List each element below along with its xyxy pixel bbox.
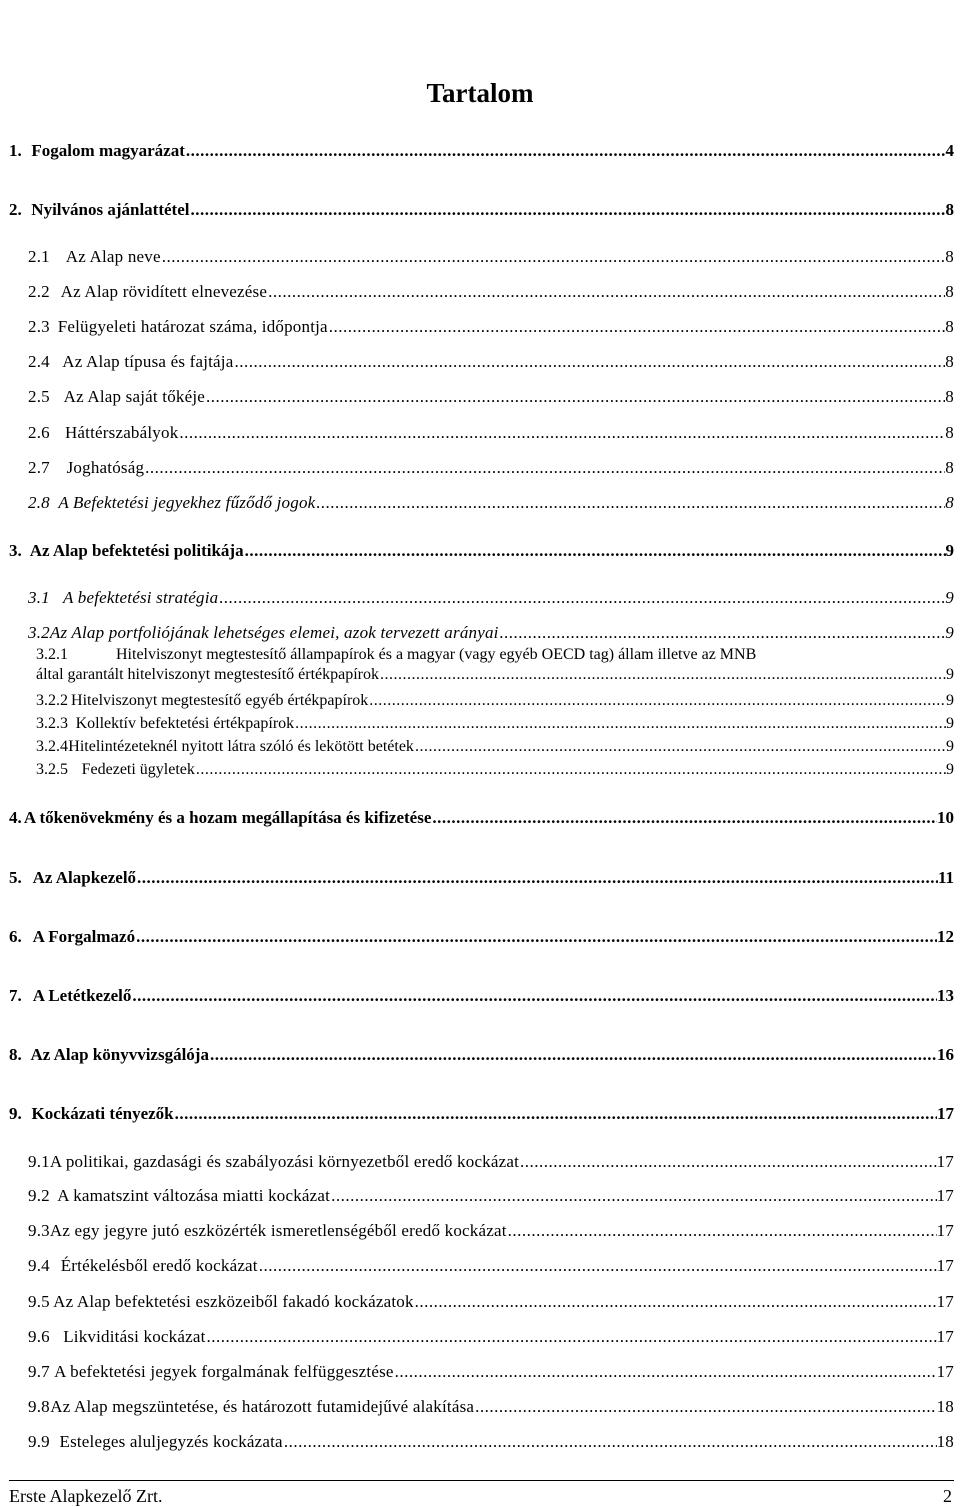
- dot-leader: [499, 623, 946, 643]
- dot-leader: [474, 1397, 936, 1417]
- toc-entry-2-1[interactable]: 2.1 Az Alap neve ..... 8: [28, 247, 954, 267]
- toc-entry-2-3[interactable]: 2.3 Felügyeleti határozat száma, időpontja ..... 8: [28, 317, 954, 337]
- page-number: 17: [936, 1186, 954, 1205]
- dot-leader: [205, 387, 945, 407]
- toc-entry-3-1[interactable]: 3.1 A befektetési stratégia ..... 9: [28, 588, 954, 608]
- dot-leader: [206, 1327, 937, 1347]
- toc-entry-4[interactable]: 4. A tőkenövekmény és a hozam megállapítása és kifizetése ..... 10: [9, 808, 954, 828]
- dot-leader: [195, 761, 946, 779]
- page-number: 9: [945, 588, 954, 607]
- page-number: 10: [937, 808, 954, 827]
- toc-entry-3-2-2[interactable]: 3.2.2 Hitelviszonyt megtestesítő egyéb értékpapírok ..... 9: [36, 692, 954, 710]
- page-number: 18: [936, 1432, 954, 1451]
- dot-leader: [394, 1362, 937, 1382]
- page-number: 17: [936, 1256, 954, 1275]
- dot-leader: [144, 458, 945, 478]
- toc-entry-3-2-5[interactable]: 3.2.5 Fedezeti ügyletek ..... 9: [36, 761, 954, 779]
- page-number: 9: [946, 761, 954, 778]
- toc-entry-3-2-1[interactable]: 3.2.1 Hitelviszonyt megtestesítő állampapírok és a magyar (vagy egyéb OECD tag) állam illetve az MNB által garantált hitelviszonyt megtestesítő értékpapírok ..... 9: [36, 646, 954, 684]
- page-number: 17: [936, 1292, 954, 1311]
- toc-entry-5[interactable]: 5. Az Alapkezelő ..... 11: [9, 868, 954, 888]
- page-title: Tartalom: [426, 78, 534, 108]
- footer-company: Erste Alapkezelő Zrt.: [9, 1486, 163, 1506]
- toc-entry-2-8[interactable]: 2.8 A Befektetési jegyekhez fűződő jogok ..... 8: [28, 493, 954, 513]
- page-number: 9: [945, 623, 954, 642]
- toc-entry-2-5[interactable]: 2.5 Az Alap saját tőkéje ..... 8: [28, 387, 954, 407]
- dot-leader: [414, 738, 946, 756]
- dot-leader: [507, 1221, 937, 1241]
- page-number: 8: [945, 247, 954, 266]
- page-number: 17: [936, 1152, 954, 1171]
- dot-leader: [244, 541, 946, 561]
- page-number: 17: [936, 1221, 954, 1240]
- dot-leader: [135, 927, 937, 947]
- footer-divider: [9, 1480, 954, 1481]
- dot-leader: [379, 666, 946, 684]
- page-number: 12: [937, 927, 954, 946]
- dot-leader: [328, 317, 946, 337]
- toc-entry-9-4[interactable]: 9.4 Értékelésből eredő kockázat ..... 17: [28, 1256, 954, 1276]
- toc-entry-2-7[interactable]: 2.7 Joghatóság ..... 8: [28, 458, 954, 478]
- dot-leader: [178, 423, 945, 443]
- dot-leader: [233, 352, 945, 372]
- toc-entry-3-2-3[interactable]: 3.2.3 Kollektív befektetési értékpapírok ..... 9: [36, 715, 954, 733]
- dot-leader: [315, 493, 945, 513]
- toc-entry-2-4[interactable]: 2.4 Az Alap típusa és fajtája ..... 8: [28, 352, 954, 372]
- page-number: 17: [936, 1362, 954, 1381]
- toc-entry-9-2[interactable]: 9.2 A kamatszint változása miatti kockázat ..... 17: [28, 1186, 954, 1206]
- toc-entry-6[interactable]: 6. A Forgalmazó ..... 12: [9, 927, 954, 947]
- toc-entry-9-3[interactable]: 9.3 Az egy jegyre jutó eszközérték ismeretlenségéből eredő kockázat ..... 17: [28, 1221, 954, 1241]
- dot-leader: [209, 1045, 937, 1065]
- page-number: 8: [945, 387, 954, 406]
- dot-leader: [519, 1152, 937, 1172]
- page-number: 18: [936, 1397, 954, 1416]
- page-number: 16: [936, 1045, 954, 1064]
- footer-page-number: 2: [943, 1486, 952, 1506]
- toc-entry-2[interactable]: 2. Nyilvános ajánlattétel ..... 8: [9, 200, 954, 220]
- toc-entry-9[interactable]: 9. Kockázati tényezők ..... 17: [9, 1104, 954, 1124]
- page-number: 4: [945, 141, 954, 160]
- page-number: 9: [946, 692, 954, 709]
- toc-entry-1[interactable]: 1. Fogalom magyarázat ..... 4: [9, 141, 954, 161]
- toc-entry-3-2-4[interactable]: 3.2.4 Hitelintézeteknél nyitott látra szóló és lekötött betétek ..... 9: [36, 738, 954, 756]
- dot-leader: [136, 868, 938, 888]
- dot-leader: [189, 200, 945, 220]
- toc-entry-9-6[interactable]: 9.6 Likviditási kockázat ..... 17: [28, 1327, 954, 1347]
- toc-entry-3-2[interactable]: 3.2 Az Alap portfoliójának lehetséges elemei, azok tervezett arányai ..... 9: [28, 623, 954, 643]
- toc-entry-3[interactable]: 3. Az Alap befektetési politikája ..... 9: [9, 541, 954, 561]
- dot-leader: [294, 715, 946, 733]
- dot-leader: [218, 588, 945, 608]
- page-number: 8: [945, 200, 954, 219]
- page-number: 9: [946, 666, 954, 683]
- dot-leader: [185, 141, 946, 161]
- toc-entry-2-6[interactable]: 2.6 Háttérszabályok ..... 8: [28, 423, 954, 443]
- dot-leader: [267, 282, 945, 302]
- page-number: 8: [945, 458, 954, 477]
- page-number: 13: [937, 986, 954, 1005]
- dot-leader: [283, 1432, 937, 1452]
- dot-leader: [431, 808, 937, 828]
- page-number: 17: [936, 1327, 954, 1346]
- toc-entry-9-7[interactable]: 9.7 A befektetési jegyek forgalmának felfüggesztése ..... 17: [28, 1362, 954, 1382]
- dot-leader: [330, 1186, 936, 1206]
- page-number: 9: [945, 541, 954, 560]
- page-number: 9: [946, 715, 954, 732]
- dot-leader: [174, 1104, 937, 1124]
- toc-entry-9-9[interactable]: 9.9 Esteleges aluljegyzés kockázata ..... 18: [28, 1432, 954, 1452]
- page-number: 8: [945, 493, 954, 512]
- toc-entry-7[interactable]: 7. A Letétkezelő ..... 13: [9, 986, 954, 1006]
- page-number: 8: [945, 352, 954, 371]
- dot-leader: [258, 1256, 937, 1276]
- dot-leader: [161, 247, 946, 267]
- page-number: 8: [945, 282, 954, 301]
- toc-entry-9-8[interactable]: 9.8 Az Alap megszüntetése, és határozott futamidejűvé alakítása ..... 18: [28, 1397, 954, 1417]
- page-number: 8: [945, 317, 954, 336]
- dot-leader: [368, 692, 946, 710]
- toc-entry-9-5[interactable]: 9.5 Az Alap befektetési eszközeiből fakadó kockázatok ..... 17: [28, 1292, 954, 1312]
- toc-entry-2-2[interactable]: 2.2 Az Alap rövidített elnevezése ..... 8: [28, 282, 954, 302]
- dot-leader: [414, 1292, 937, 1312]
- page-number: 17: [937, 1104, 954, 1123]
- page-number: 11: [937, 868, 954, 887]
- dot-leader: [131, 986, 937, 1006]
- toc-entry-8[interactable]: 8. Az Alap könyvvizsgálója ..... 16: [9, 1045, 954, 1065]
- page-number: 9: [946, 738, 954, 755]
- toc-entry-9-1[interactable]: 9.1 A politikai, gazdasági és szabályozási környezetből eredő kockázat ..... 17: [28, 1152, 954, 1172]
- page-number: 8: [945, 423, 954, 442]
